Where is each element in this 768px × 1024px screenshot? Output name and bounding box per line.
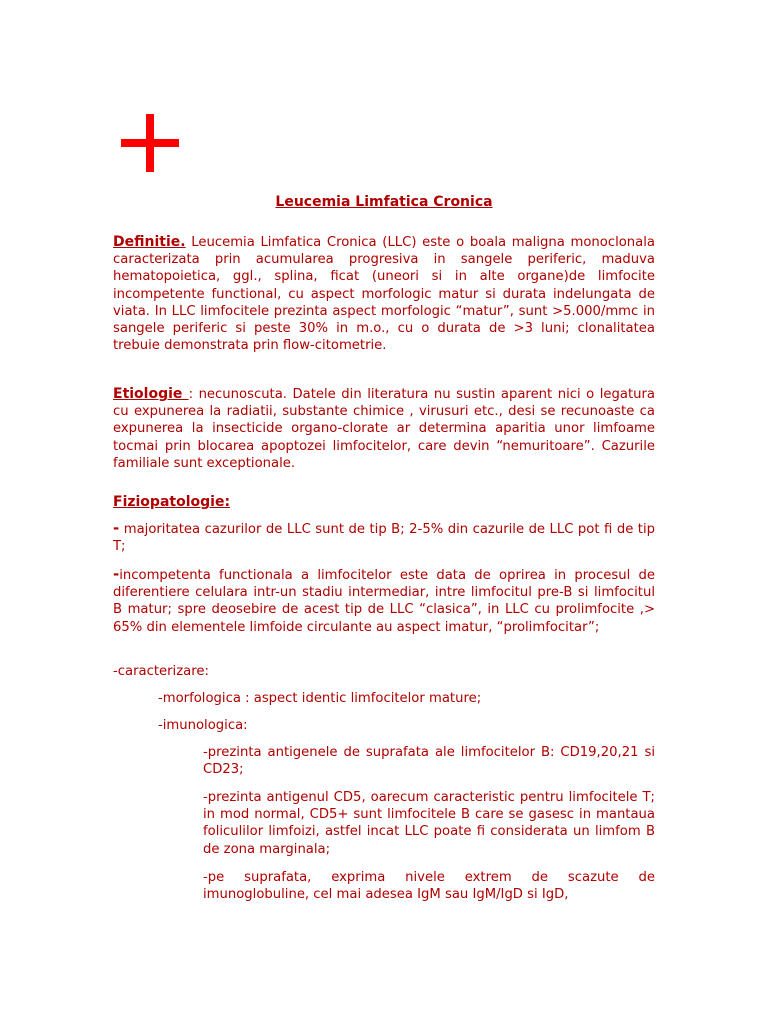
- etiologie-paragraph: [113, 386, 655, 472]
- page-title: Leucemia Limfatica Cronica: [275, 194, 493, 210]
- red-cross-icon: [121, 114, 179, 172]
- etiologie-text: : necunoscuta. Datele din literatura nu sustin aparent nici o legatura cu expunerea la radiatii, substante chimice , virusuri etc., desi se recunoaste ca expunerea la insecticide organo-clorate ar determina aparitia unor limfoame tocmai prin blocarea apoptozei limfocitelor, care devin “nemuritoare”. Cazurile familiale sunt exceptionale.: [113, 387, 656, 471]
- etiologie-label: Etiologie: [113, 386, 189, 402]
- imunologica-item-1: -prezinta antigenele de suprafata ale limfocitelor B: CD19,20,21 si CD23;: [203, 745, 655, 778]
- imunologica-label: -imunologica:: [158, 718, 248, 733]
- caracterizare-label: -caracterizare:: [113, 664, 209, 679]
- definitie-label: Definitie.: [113, 234, 186, 250]
- fiziopatologie-heading: Fiziopatologie:: [113, 494, 231, 510]
- imunologica-item-2: -prezinta antigenul CD5, oarecum caracteristic pentru limfocitele T; in mod normal, CD5+ sunt limfocitele B care se gasesc in mantaua foliculilor limfoizi, astfel incat LLC poate fi considerata un limfom B de zona marginala;: [203, 790, 655, 857]
- definitie-text: Leucemia Limfatica Cronica (LLC) este o boala maligna monoclonala caracterizata prin acumularea progresiva in sangele periferic, maduva hematopoietica, ggl., splina, ficat (uneori si in alte organe)de limfocite incompetente functional, cu aspect morfologic matur si durata indelungata de viata. In LLC limfocitele prezinta aspect morfologic “matur”, sunt >5.000/mmc in sangele periferic si peste 30% in m.o., cu o durata de >3 luni; clonalitatea trebuie demonstrata prin flow-citometrie.: [113, 235, 655, 354]
- imunologica-item-3: -pe suprafata, exprima nivele extrem de scazute de imunoglobuline, cel mai adesea IgM sau IgM/IgD si IgD,: [203, 870, 655, 903]
- fiziopatologie-item-1: - majoritatea cazurilor de LLC sunt de tip B; 2-5% din cazurile de LLC pot fi de tip T;: [113, 519, 655, 555]
- fiziopatologie-item-2: -incompetenta functionala a limfocitelor este data de oprirea in procesul de diferentiere celulara intr-un stadiu intermediar, intre limfocitul pre-B si limfocitul B matur; spre deosebire de acest tip de LLC “clasica”, in LLC cu prolimfocite ,> 65% din elementele limfoide circulante au aspect imatur, “prolimfocitar”;: [113, 565, 655, 635]
- definitie-paragraph: [113, 234, 655, 354]
- morfologica-item: -morfologica : aspect identic limfocitelor mature;: [158, 691, 482, 706]
